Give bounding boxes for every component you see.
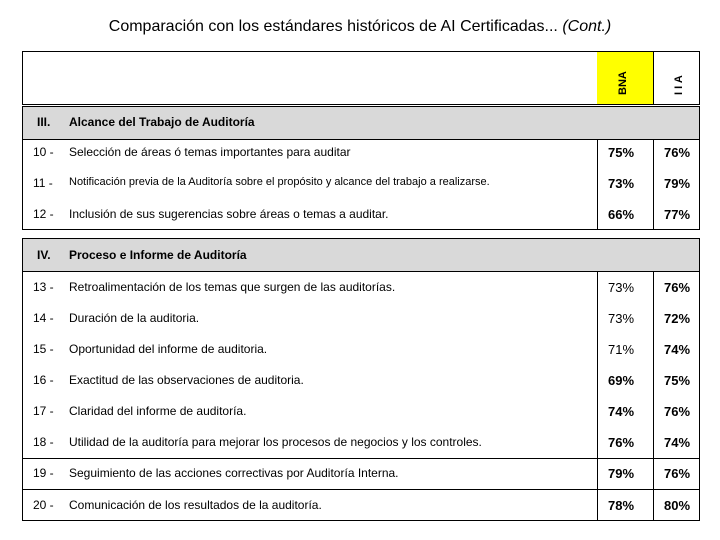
iia-value: 74% (663, 342, 691, 357)
bna-value: 74% (607, 404, 635, 419)
row-text: Comunicación de los resultados de la auditoría. (69, 498, 322, 512)
header-divider-2 (653, 52, 654, 104)
iia-value: 77% (663, 207, 691, 222)
bna-value: 71% (607, 342, 635, 357)
section-iv (22, 238, 700, 521)
row-number: 13 - (33, 280, 54, 294)
iia-value: 80% (663, 498, 691, 513)
section-header (23, 239, 699, 271)
iia-value: 74% (663, 435, 691, 450)
section-number: III. (37, 115, 51, 129)
col-divider-2 (653, 271, 654, 521)
row-text: Selección de áreas ó temas importantes para auditar (69, 145, 351, 159)
row-number: 14 - (33, 311, 54, 325)
header-iia: I I A (673, 75, 685, 95)
iia-value: 72% (663, 311, 691, 326)
bna-value: 73% (607, 280, 635, 295)
section-iii (22, 106, 700, 230)
row-text: Utilidad de la auditoría para mejorar los procesos de negocios y los controles. (69, 435, 482, 449)
row-number: 11 - (33, 176, 53, 190)
bna-value: 79% (607, 466, 635, 481)
row-number: 10 - (33, 145, 54, 159)
page-title (0, 18, 720, 36)
col-divider-1 (597, 271, 598, 521)
section-number: IV. (37, 248, 51, 262)
row-text: Notificación previa de la Auditoría sobre el propósito y alcance del trabajo a realizarse. (69, 176, 490, 188)
header-bna: BNA (617, 71, 629, 95)
bna-value: 75% (607, 145, 635, 160)
row-number: 18 - (33, 435, 54, 449)
row-text: Claridad del informe de auditoría. (69, 404, 247, 418)
row-number: 19 - (33, 466, 54, 480)
row-number: 15 - (33, 342, 54, 356)
row-number: 20 - (33, 498, 54, 512)
section-header (23, 107, 699, 139)
title-main: Comparación con los estándares históricos de AI Certificadas... (108, 18, 558, 35)
section-label: Proceso e Informe de Auditoría (69, 248, 247, 262)
row-text: Inclusión de sus sugerencias sobre áreas o temas a auditar. (69, 207, 389, 221)
divider (23, 489, 699, 490)
divider (23, 458, 699, 459)
row-text: Exactitud de las observaciones de auditoria. (69, 373, 304, 387)
row-number: 12 - (33, 207, 54, 221)
bna-value: 73% (607, 311, 635, 326)
col-divider-2 (653, 139, 654, 230)
bna-value: 78% (607, 498, 635, 513)
title-cont: (Cont.) (562, 18, 612, 35)
col-divider-1 (597, 139, 598, 230)
iia-value: 76% (663, 145, 691, 160)
bna-value: 69% (607, 373, 635, 388)
row-text: Seguimiento de las acciones correctivas por Auditoría Interna. (69, 466, 399, 480)
bna-value: 73% (607, 176, 635, 191)
iia-value: 76% (663, 404, 691, 419)
iia-value: 75% (663, 373, 691, 388)
row-text: Duración de la auditoria. (69, 311, 200, 325)
bna-value: 76% (607, 435, 635, 450)
section-label: Alcance del Trabajo de Auditoría (69, 115, 255, 129)
iia-value: 79% (663, 176, 691, 191)
iia-value: 76% (663, 466, 691, 481)
row-text: Retroalimentación de los temas que surgen de las auditorías. (69, 280, 396, 294)
row-text: Oportunidad del informe de auditoria. (69, 342, 268, 356)
bna-value: 66% (607, 207, 635, 222)
row-number: 17 - (33, 404, 54, 418)
row-number: 16 - (33, 373, 54, 387)
iia-value: 76% (663, 280, 691, 295)
